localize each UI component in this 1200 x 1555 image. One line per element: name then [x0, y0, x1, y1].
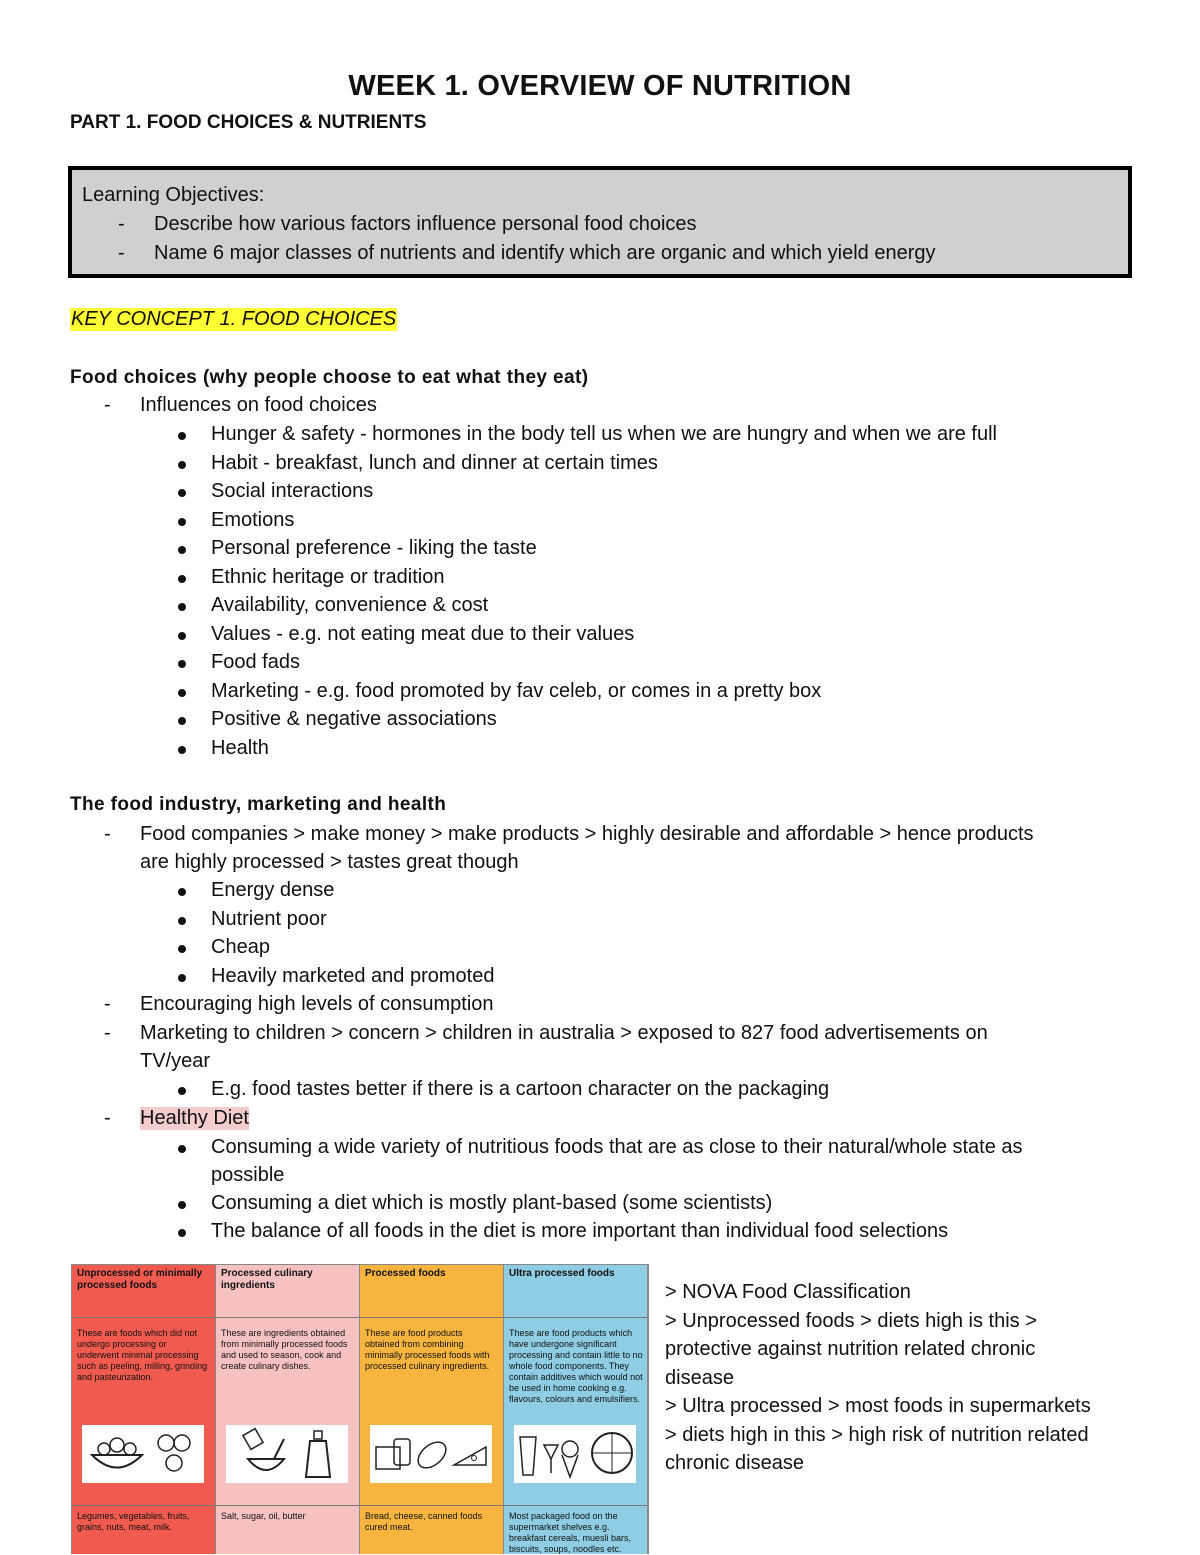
industry-heading: The food industry, marketing and health — [70, 794, 447, 815]
list-item-continuation: TV/year — [140, 1050, 211, 1072]
list-item-continuation: are highly processed > tastes great though — [140, 851, 519, 873]
nova-column-culinary — [216, 1265, 360, 1554]
pizza-icecream-icon — [514, 1425, 636, 1483]
nova-classification-table — [71, 1264, 649, 1554]
nova-column-unprocessed — [72, 1265, 216, 1554]
column-description: These are food products which have undergone significant processing and contain little to no whole food components. They contain additives which would not be used in home cooking e.g. flavours, colours and emulsifiers. — [509, 1328, 643, 1404]
nova-column-ultra — [504, 1265, 648, 1554]
bullet-continuation: possible — [211, 1164, 285, 1186]
column-description: These are ingredients obtained from minimally processed foods and used to season, cook and create culinary dishes. — [221, 1328, 348, 1371]
food-choices-heading: Food choices (why people choose to eat what they eat) — [70, 367, 589, 388]
column-examples: Legumes, vegetables, fruits, grains, nuts, meat, milk. — [77, 1511, 190, 1532]
column-description: These are foods which did not undergo processing or underwent minimal processing such as peeling, milling, grinding and pasteurization. — [77, 1328, 208, 1382]
page-title: WEEK 1. OVERVIEW OF NUTRITION — [348, 70, 852, 102]
document-page: WEEK 1. OVERVIEW OF NUTRITION PART 1. FOOD CHOICES & NUTRIENTS Learning Objectives: - Describe how various factors influence personal food choices - Name 6 major classes of nutrients and identify which are organic and which yield energy KEY CONCEPT 1. FOOD CHOICES Food choices (why people choose to eat what they eat) - Influences on food choices Hunger & safety - hormones in the body tell us when we are hungry and when we are full Habit - breakfast, lunch and dinner at certain times Social interactions Emotions Personal preference - liking the taste Ethnic heritage or tradition Availability, convenience & cost Values - e.g. not eating meat due to their values Food fads Marketing - e.g. food promoted by fav celeb, or comes in a pretty box Positive & negative associations Health The food industry, marketing and health - Food companies > make money > make products > highly desirable and affordable > hence products are highly processed > tastes great though Energy dense Nutrient poor Cheap Heavily marketed and promoted - Encouraging high levels of consumption - Marketing to children > concern > children in australia > exposed to 827 food advertisements on TV/year E.g. food tastes better if there is a cartoon character on the packaging - Healthy Diet Consuming a wide variety of nutritious foods that are as close to their natural/whole state as possible Consuming a diet which is mostly plant-based (some scientists) The balance of all foods in the diet is more important than individual food selections Unprocessed or minimally processed foods These are foods which did not undergo processing or underwent minimal processing such as peeling, milling, grinding and pasteurization. Legumes, vegetables, fruits, grains, nuts, meat, milk. Processed culinary ingredients These are ingredients obtained from minimally processed foods and used to season, cook and create culinary dishes. Salt, sugar, oil, butter Processed foods These are food products obtained from combining minimally processed foods with processed culinary ingredients. Bread, cheese, canned foods cured meat. Ultra processed foods These are food products which have undergone significant processing and contain little to no whole food components. They contain additives which would not be used in home cooking e.g. flavours, colours and emulsifiers. Most packaged food on the supermarket shelves e.g. breakfast cereals, muesli bars, biscuits, soups, noodles etc. > NOVA Food Classification > Unprocessed foods > diets high is this > protective against nutrition related chronic disease > Ultra processed > most foods in supermarkets > diets high in this > high risk of nutrition related chronic disease — [0, 0, 1200, 1553]
column-examples: Most packaged food on the supermarket shelves e.g. breakfast cereals, muesli bars, biscuits, soups, noodles etc. — [509, 1511, 632, 1554]
key-concept-heading: KEY CONCEPT 1. FOOD CHOICES — [71, 308, 397, 330]
nova-note-line: > Ultra processed > most foods in supermarkets — [665, 1395, 1091, 1417]
column-examples: Bread, cheese, canned foods cured meat. — [365, 1511, 483, 1532]
nova-note-line: > NOVA Food Classification — [665, 1281, 911, 1303]
nova-note-line: disease — [665, 1366, 734, 1389]
column-description: These are food products obtained from combining minimally processed foods with processed culinary ingredients. — [365, 1328, 490, 1371]
learning-objectives-box: Learning Objectives: - Describe how various factors influence personal food choices - Name 6 major classes of nutrients and identify which are organic and which yield energy — [68, 166, 1132, 278]
healthy-diet-label: Healthy Diet — [140, 1107, 249, 1129]
column-header: Unprocessed or minimally processed foods — [77, 1268, 203, 1291]
nova-note-line: > Unprocessed foods > diets high is this > — [665, 1309, 1037, 1332]
nova-note-line: > diets high in this > high risk of nutrition related — [665, 1423, 1089, 1446]
column-header: Processed culinary ingredients — [221, 1268, 313, 1291]
column-header: Processed foods — [365, 1268, 446, 1279]
nova-notes — [665, 1278, 1091, 1478]
nova-note-line: protective against nutrition related chronic — [665, 1338, 1036, 1360]
nova-column-processed — [360, 1265, 504, 1554]
nova-note-line: chronic disease — [665, 1452, 804, 1474]
column-header: Ultra processed foods — [509, 1268, 615, 1279]
objectives-label: Learning Objectives: — [82, 184, 265, 206]
part-heading: PART 1. FOOD CHOICES & NUTRIENTS — [70, 112, 427, 133]
salad-bowl-icon — [82, 1425, 204, 1483]
bread-cheese-icon — [370, 1425, 492, 1483]
column-examples: Salt, sugar, oil, butter — [221, 1511, 306, 1521]
oil-bottle-icon — [226, 1425, 348, 1483]
